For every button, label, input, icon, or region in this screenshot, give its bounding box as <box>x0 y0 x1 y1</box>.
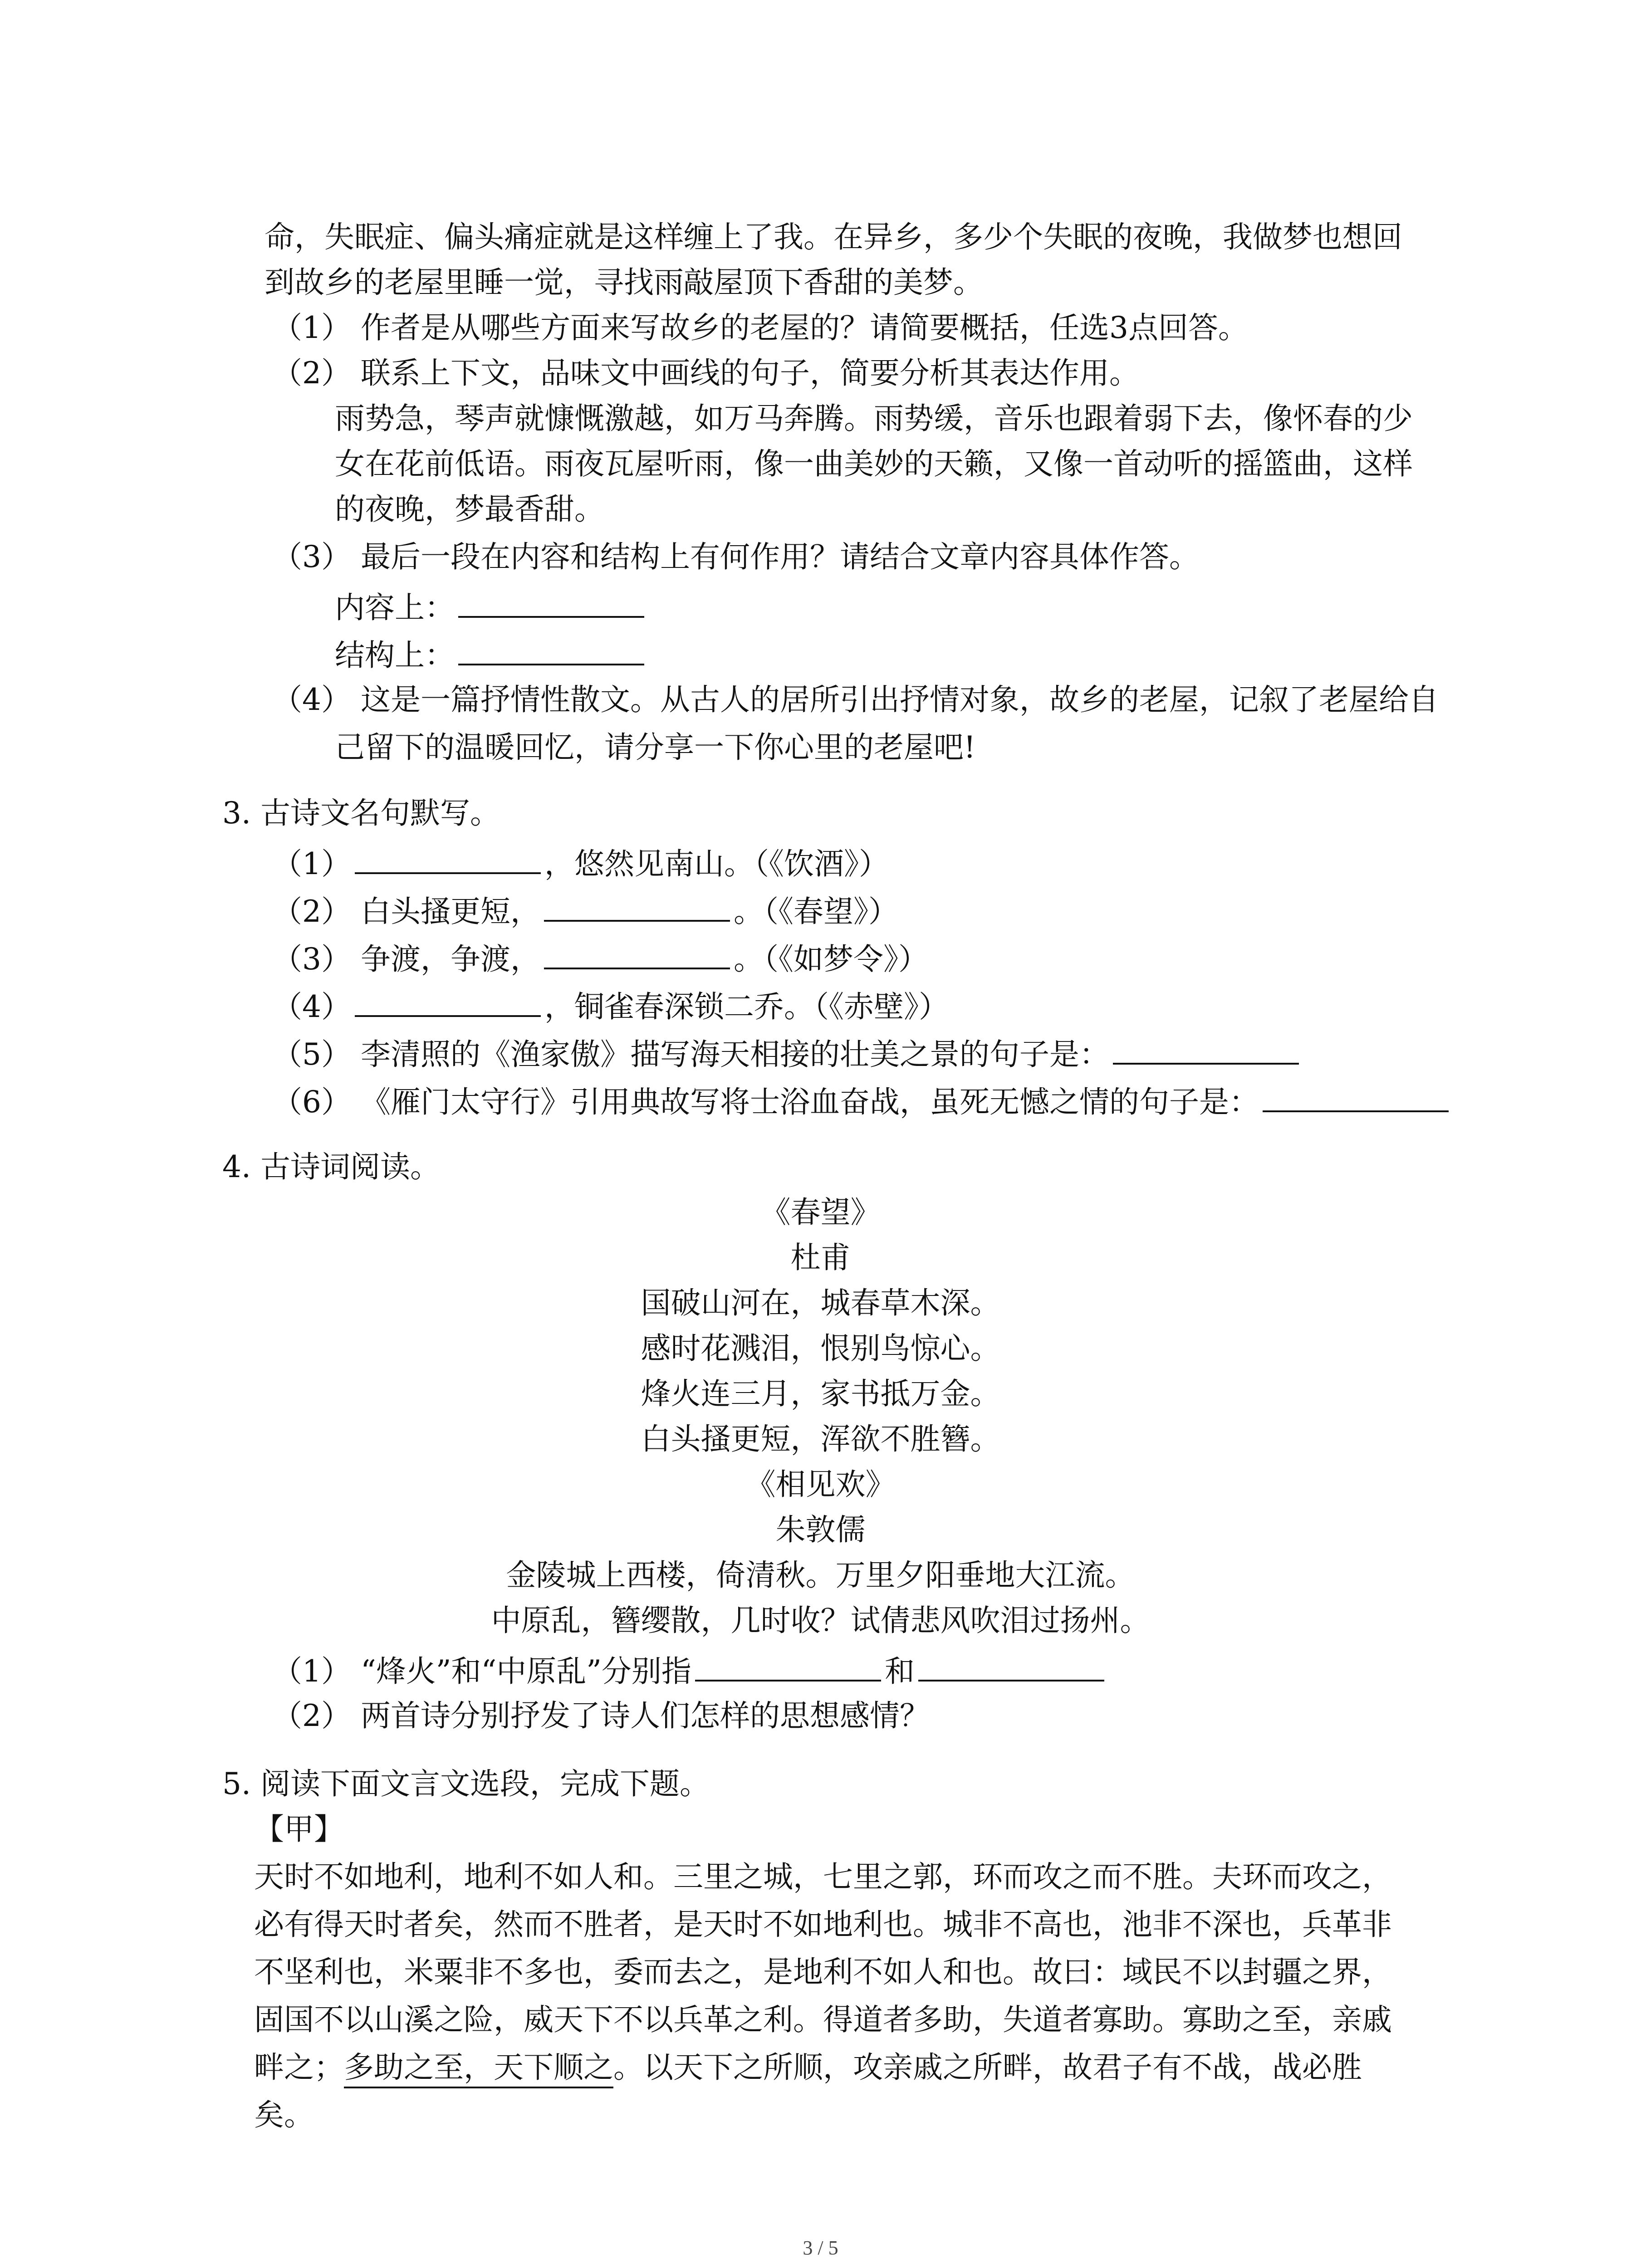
answer-blank[interactable] <box>458 637 644 665</box>
section-heading: 3. 古诗文名句默写。 <box>222 796 500 831</box>
poem-title: 《相见欢》 <box>745 1467 896 1502</box>
question-line: （2） 两首诗分别抒发了诗人们怎样的思想感情？ <box>272 1698 930 1733</box>
fill-item: （6） 《雁门太守行》引用典故写将士浴血奋战，虽死无憾之情的句子是： <box>272 1084 1452 1117</box>
poem-line: 白头搔更短，浑欲不胜簪。 <box>641 1422 1000 1457</box>
answer-line-structure <box>335 637 648 673</box>
fill-item: （5） 李清照的《渔家傲》描写海天相接的壮美之景的句子是： <box>272 1036 1303 1070</box>
fill-item: （2） 白头搔更短， 。（《春望》） <box>272 894 898 929</box>
answer-blank[interactable] <box>1113 1036 1299 1065</box>
answer-blank[interactable] <box>695 1653 881 1681</box>
passage-line: 不坚利也，米粟非不多也，委而去之，是地利不如人和也。故曰：域民不以封疆之界， <box>254 1955 1392 1989</box>
answer-blank[interactable] <box>1263 1084 1449 1112</box>
text-line: 命，失眠症、偏头痛症就是这样缠上了我。在异乡，多少个失眠的夜晚，我做梦也想回 <box>265 220 1402 254</box>
fill-item: （3） 争渡，争渡， 。（《如梦令》） <box>272 942 928 977</box>
answer-blank[interactable] <box>544 894 730 922</box>
passage-line: 畔之；多助之至，天下顺之。以天下之所顺，攻亲戚之所畔，故君子有不战，战必胜 <box>254 2053 1362 2082</box>
passage-label: 【甲】 <box>254 1812 344 1847</box>
answer-blank[interactable] <box>355 989 541 1017</box>
poem-line: 感时花溅泪，恨别鸟惊心。 <box>641 1331 1000 1366</box>
question-1: （1） 作者是从哪些方面来写故乡的老屋的？请简要概括，任选3点回答。 <box>272 310 1248 345</box>
text-line: 到故乡的老屋里睡一觉，寻找雨敲屋顶下香甜的美梦。 <box>265 265 983 300</box>
poem-title: 《春望》 <box>760 1195 881 1230</box>
poem-author: 杜甫 <box>790 1240 851 1275</box>
passage-line: 天时不如地利，地利不如人和。三里之城，七里之郭，环而攻之而不胜。夫环而攻之， <box>254 1859 1392 1894</box>
fill-item: （1） “烽火”和“中原乱”分别指 和 <box>272 1653 1108 1686</box>
quoted-sentence: 的夜晚，梦最香甜。 <box>335 492 604 527</box>
answer-line-content <box>335 590 648 623</box>
section-heading: 4. 古诗词阅读。 <box>222 1149 440 1184</box>
answer-blank[interactable] <box>355 846 541 874</box>
quoted-sentence: 女在花前低语。雨夜瓦屋听雨，像一曲美妙的天籁，又像一首动听的摇篮曲，这样 <box>335 446 1413 481</box>
text-line: 己留下的温暖回忆，请分享一下你心里的老屋吧! <box>335 730 976 765</box>
poem-line: 金陵城上西楼，倚清秋。万里夕阳垂地大江流。 <box>506 1558 1135 1593</box>
answer-blank[interactable] <box>918 1653 1104 1681</box>
question-4: （4） 这是一篇抒情性散文。从古人的居所引出抒情对象，故乡的老屋，记叙了老屋给自 <box>272 682 1439 717</box>
passage-line: 固国不以山溪之险，威天下不以兵革之利。得道者多助，失道者寡助。寡助之至，亲戚 <box>254 2002 1392 2037</box>
poem-line: 烽火连三月，家书抵万金。 <box>641 1376 1000 1411</box>
question-3: （3） 最后一段在内容和结构上有何作用？请结合文章内容具体作答。 <box>272 539 1199 574</box>
answer-label: 结构上： <box>335 638 455 673</box>
poem-line: 国破山河在，城春草木深。 <box>641 1286 1000 1320</box>
poem-line: 中原乱，簪缨散，几时收？试倩悲风吹泪过扬州。 <box>491 1603 1150 1638</box>
answer-label: 内容上： <box>335 590 455 625</box>
question-2: （2） 联系上下文，品味文中画线的句子，简要分析其表达作用。 <box>272 356 1139 391</box>
passage-line: 必有得天时者矣，然而不胜者，是天时不如地利也。城非不高也，池非不深也，兵革非 <box>254 1907 1392 1942</box>
underlined-sentence: 多助之至，天下顺之 <box>344 2050 613 2088</box>
section-heading: 5. 阅读下面文言文选段，完成下题。 <box>222 1766 710 1801</box>
passage-line: 矣。 <box>254 2097 314 2132</box>
poem-author: 朱敦儒 <box>775 1512 866 1547</box>
answer-blank[interactable] <box>458 590 644 618</box>
quoted-sentence: 雨势急，琴声就慷慨激越，如万马奔腾。雨势缓，音乐也跟着弱下去，像怀春的少 <box>335 401 1413 436</box>
page-number: 3 / 5 <box>803 2237 838 2259</box>
answer-blank[interactable] <box>544 941 730 969</box>
fill-item: （4） ，铜雀春深锁二乔。（《赤壁》） <box>272 989 949 1024</box>
fill-item: （1） ，悠然见南山。（《饮酒》） <box>272 846 889 881</box>
